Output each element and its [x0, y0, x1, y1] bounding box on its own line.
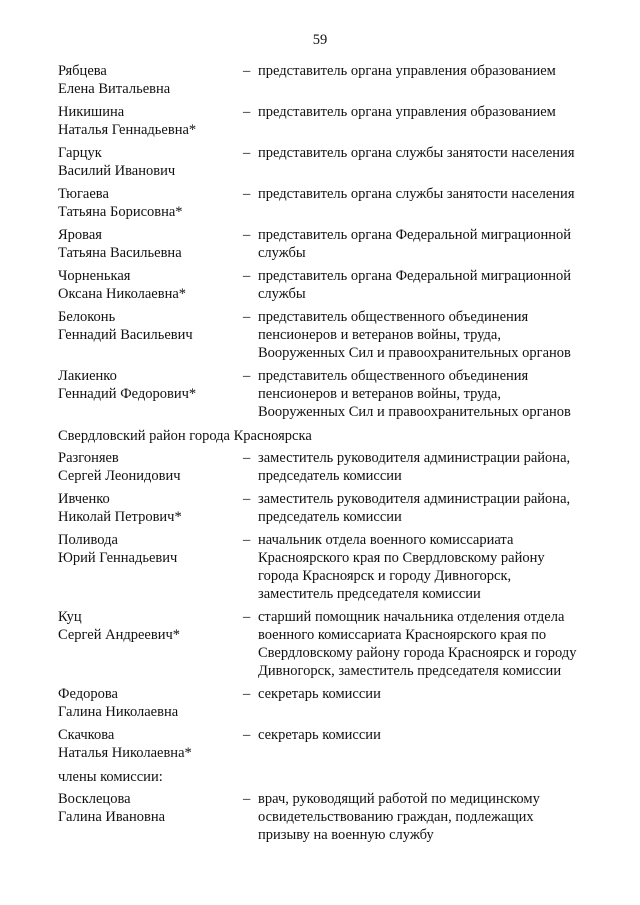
- page-number: 59: [312, 32, 328, 48]
- list-item: [58, 367, 598, 421]
- role-dash: –: [243, 145, 251, 161]
- person-role: [243, 726, 598, 744]
- role-line: представитель органа службы занятости населения: [258, 145, 575, 161]
- district-heading: Свердловский район города Красноярска: [58, 428, 312, 444]
- role-dash: –: [243, 727, 251, 743]
- role-line: представитель органа управления образованием: [258, 104, 556, 120]
- role-line: секретарь комиссии: [258, 727, 381, 743]
- person-given-names: Василий Иванович: [58, 163, 176, 179]
- person-surname: Никишина: [58, 104, 125, 120]
- role-dash: –: [243, 104, 251, 120]
- role-line: освидетельствованию граждан, подлежащих: [258, 809, 534, 825]
- role-description: [258, 490, 598, 526]
- person-given-names: Сергей Леонидович: [58, 468, 181, 484]
- entry-spacer: [58, 844, 598, 849]
- role-description: [258, 531, 598, 603]
- person-role: [243, 367, 598, 421]
- person-name: [58, 144, 243, 180]
- role-description: [258, 144, 598, 162]
- person-surname: Поливода: [58, 532, 118, 548]
- list-item: [58, 608, 598, 680]
- list-item: [58, 685, 598, 721]
- group-members-2: [58, 790, 598, 849]
- list-item: [58, 308, 598, 362]
- person-name: [58, 103, 243, 139]
- role-description: [258, 226, 598, 262]
- role-dash: –: [243, 368, 251, 384]
- role-dash: –: [243, 227, 251, 243]
- list-item: [58, 226, 598, 262]
- person-given-names: Елена Витальевна: [58, 81, 171, 97]
- member-list: [58, 62, 598, 849]
- group-members-1: [58, 62, 598, 426]
- person-name: [58, 531, 243, 567]
- person-role: [243, 267, 598, 303]
- person-role: [243, 685, 598, 703]
- list-item: [58, 185, 598, 221]
- role-description: [258, 790, 598, 844]
- role-description: [258, 103, 598, 121]
- person-given-names: Галина Ивановна: [58, 809, 166, 825]
- person-surname: Ивченко: [58, 491, 110, 507]
- role-line: пенсионеров и ветеранов войны, труда,: [258, 327, 501, 343]
- person-given-names: Наталья Николаевна*: [58, 745, 192, 761]
- role-line: представитель общественного объединения: [258, 309, 529, 325]
- role-description: [258, 685, 598, 703]
- role-line: службы: [258, 245, 306, 261]
- members-heading: члены комиссии:: [58, 769, 163, 785]
- role-dash: –: [243, 268, 251, 284]
- role-line: представитель органа службы занятости населения: [258, 186, 575, 202]
- role-line: старший помощник начальника отделения отдела: [258, 609, 565, 625]
- role-description: [258, 367, 598, 421]
- person-surname: Чорненькая: [58, 268, 131, 284]
- person-name: [58, 267, 243, 303]
- person-name: [58, 790, 243, 826]
- person-surname: Яровая: [58, 227, 102, 243]
- person-role: [243, 308, 598, 362]
- role-line: врач, руководящий работой по медицинскому: [258, 791, 540, 807]
- role-description: [258, 608, 598, 680]
- role-line: Вооруженных Сил и правоохранительных органов: [258, 404, 571, 420]
- list-item: [58, 490, 598, 526]
- person-role: [243, 144, 598, 162]
- role-line: председатель комиссии: [258, 509, 402, 525]
- person-name: [58, 308, 243, 344]
- person-given-names: Геннадий Васильевич: [58, 327, 193, 343]
- role-line: пенсионеров и ветеранов войны, труда,: [258, 386, 501, 402]
- person-surname: Федорова: [58, 686, 118, 702]
- person-role: [243, 62, 598, 80]
- role-line: Дивногорск, заместитель председателя комиссии: [258, 663, 562, 679]
- role-description: [258, 726, 598, 744]
- list-item: [58, 726, 598, 762]
- person-surname: Скачкова: [58, 727, 115, 743]
- person-surname: Белоконь: [58, 309, 116, 325]
- role-description: [258, 267, 598, 303]
- person-given-names: Юрий Геннадьевич: [58, 550, 178, 566]
- person-name: [58, 226, 243, 262]
- person-role: [243, 608, 598, 680]
- role-line: Вооруженных Сил и правоохранительных органов: [258, 345, 571, 361]
- person-surname: Куц: [58, 609, 82, 625]
- person-given-names: Татьяна Борисовна*: [58, 204, 183, 220]
- list-item: [58, 62, 598, 98]
- role-line: секретарь комиссии: [258, 686, 381, 702]
- person-role: [243, 226, 598, 262]
- person-name: [58, 367, 243, 403]
- person-name: [58, 185, 243, 221]
- person-name: [58, 726, 243, 762]
- role-dash: –: [243, 186, 251, 202]
- list-item: [58, 267, 598, 303]
- role-dash: –: [243, 63, 251, 79]
- role-dash: –: [243, 609, 251, 625]
- role-dash: –: [243, 491, 251, 507]
- person-given-names: Николай Петрович*: [58, 509, 182, 525]
- person-surname: Рябцева: [58, 63, 107, 79]
- list-item: [58, 790, 598, 844]
- person-given-names: Наталья Геннадьевна*: [58, 122, 197, 138]
- person-role: [243, 103, 598, 121]
- person-given-names: Сергей Андреевич*: [58, 627, 180, 643]
- person-name: [58, 685, 243, 721]
- list-item: [58, 531, 598, 603]
- role-line: председатель комиссии: [258, 468, 402, 484]
- person-name: [58, 62, 243, 98]
- person-given-names: Оксана Николаевна*: [58, 286, 187, 302]
- role-dash: –: [243, 791, 251, 807]
- person-surname: Тюгаева: [58, 186, 109, 202]
- person-role: [243, 449, 598, 485]
- person-role: [243, 490, 598, 526]
- role-line: военного комиссариата Красноярского края по: [258, 627, 547, 643]
- person-role: [243, 531, 598, 603]
- role-dash: –: [243, 309, 251, 325]
- role-dash: –: [243, 686, 251, 702]
- role-line: призыву на военную службу: [258, 827, 434, 843]
- person-name: [58, 608, 243, 644]
- role-line: заместитель руководителя администрации района,: [258, 450, 571, 466]
- person-role: [243, 185, 598, 203]
- role-line: заместитель председателя комиссии: [258, 586, 481, 602]
- role-line: заместитель руководителя администрации района,: [258, 491, 571, 507]
- role-line: представитель общественного объединения: [258, 368, 529, 384]
- list-item: [58, 449, 598, 485]
- role-line: службы: [258, 286, 306, 302]
- role-line: начальник отдела военного комиссариата: [258, 532, 514, 548]
- group-commission-leadership: [58, 449, 598, 767]
- person-surname: Гарцук: [58, 145, 102, 161]
- role-dash: –: [243, 450, 251, 466]
- person-given-names: Галина Николаевна: [58, 704, 179, 720]
- role-line: города Красноярск и городу Дивногорск,: [258, 568, 512, 584]
- role-description: [258, 308, 598, 362]
- role-line: Красноярского края по Свердловскому району: [258, 550, 545, 566]
- role-line: представитель органа Федеральной миграционной: [258, 227, 572, 243]
- role-line: представитель органа управления образованием: [258, 63, 556, 79]
- role-dash: –: [243, 532, 251, 548]
- list-item: [58, 144, 598, 180]
- role-description: [258, 185, 598, 203]
- person-name: [58, 490, 243, 526]
- person-surname: Восклецова: [58, 791, 131, 807]
- person-given-names: Геннадий Федорович*: [58, 386, 197, 402]
- role-description: [258, 62, 598, 80]
- role-line: представитель органа Федеральной миграционной: [258, 268, 572, 284]
- person-role: [243, 790, 598, 844]
- person-surname: Лакиенко: [58, 368, 117, 384]
- list-item: [58, 103, 598, 139]
- role-line: Свердловскому району города Красноярск и городу: [258, 645, 577, 661]
- role-description: [258, 449, 598, 485]
- person-name: [58, 449, 243, 485]
- person-surname: Разгоняев: [58, 450, 119, 466]
- person-given-names: Татьяна Васильевна: [58, 245, 182, 261]
